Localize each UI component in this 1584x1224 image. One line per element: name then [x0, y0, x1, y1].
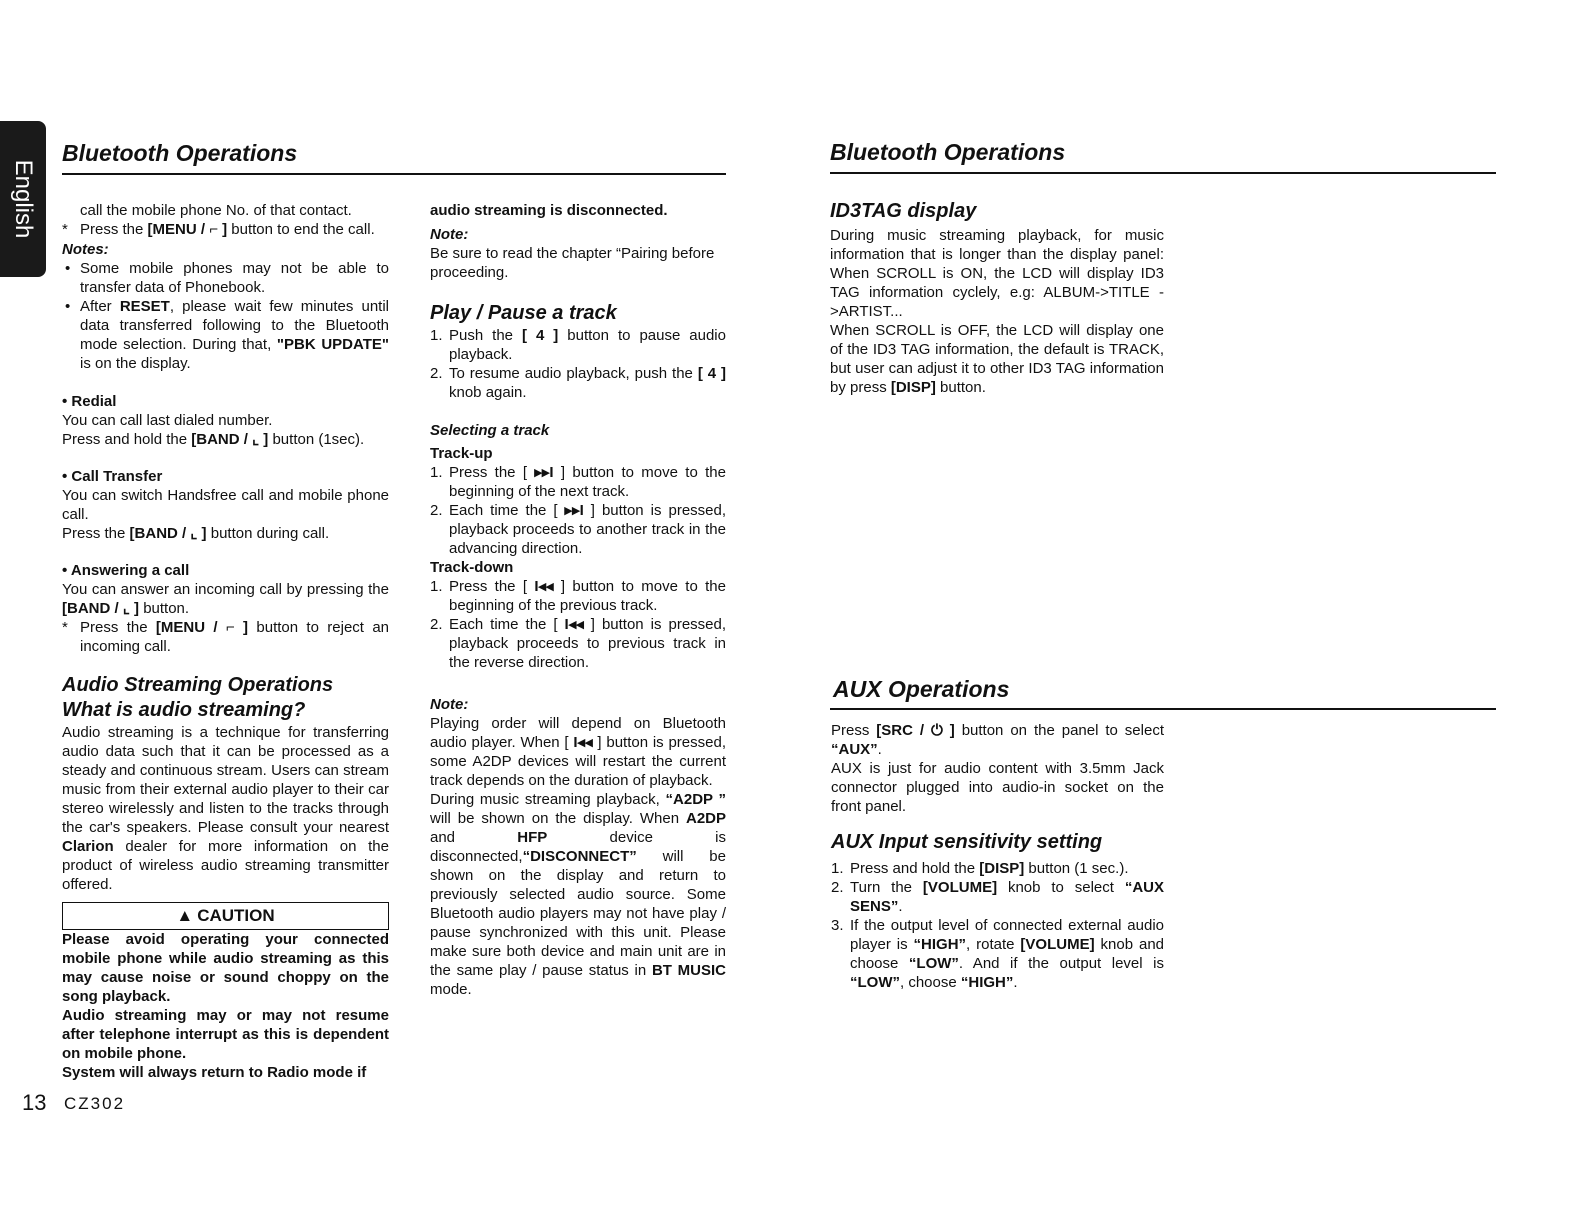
play-pause-list: [430, 326, 726, 402]
right-page-header: Bluetooth Operations: [830, 139, 1066, 165]
redial-title: • Redial: [62, 393, 117, 410]
next-track-icon: ▸▸I: [564, 502, 584, 519]
redial-instruction: Press and hold the [BAND / ⌞ ] button (1sec).: [62, 431, 365, 448]
page-number: 13: [22, 1090, 47, 1115]
note2-text-a: Playing order will depend on Bluetooth audio player. When [ I◂◂ ] button is pressed, some A2DP devices will restart the current track depends on the duration of playback.: [430, 715, 726, 789]
id3-text-1: During music streaming playback, for music information that is longer than the display panel: When SCROLL is ON, the LCD will display ID3 TAG information cyclely, e.g: ALBUM->TITLE ->ARTIST...: [830, 227, 1164, 320]
id3-section: [830, 199, 1164, 397]
language-tab: [0, 121, 46, 277]
note2-text-b: During music streaming playback, “A2DP ” will be shown on the display. When A2DP and HFP device is disconnected,“DISCONNECT” will be shown on the display and return to previously selected audio source. Some Bluetooth audio players may not have play / pause synchronized with this unit. Please make sure both device and main unit are in the same play / pause status in BT MUSIC mode.: [430, 791, 727, 998]
track-down-step: 2. Each time the [ I◂◂ ] button is pressed, playback proceeds to previous track in the reverse direction.: [430, 616, 727, 671]
note-item: • Some mobile phones may not be able to transfer data of Phonebook.: [80, 259, 389, 297]
id3-title: ID3TAG display: [830, 200, 977, 222]
right-header-rule: [830, 172, 1496, 174]
aux-sensitivity-list: [831, 859, 1164, 992]
track-up-step: 1. Press the [ ▸▸I ] button to move to the beginning of the next track.: [430, 464, 726, 500]
model-name: CZ302: [64, 1094, 126, 1113]
audio-streaming-title: Audio Streaming Operations: [62, 674, 334, 696]
call-transfer-text: You can switch Handsfree call and mobile phone call.: [62, 487, 389, 523]
previous-track-icon: I◂◂: [573, 734, 593, 751]
what-is-streaming-title: What is audio streaming?: [62, 699, 306, 721]
call-transfer-title: • Call Transfer: [62, 468, 163, 485]
track-up-list: [430, 463, 726, 558]
continued-bold-line: audio streaming is disconnected.: [430, 202, 668, 219]
aux-sensitivity-title: AUX Input sensitivity setting: [831, 831, 1103, 853]
language-tab-label: English: [10, 159, 37, 239]
answering-title: • Answering a call: [62, 562, 190, 579]
end-call-instruction: * Press the [MENU / ⌐ ] button to end the call.: [62, 221, 375, 238]
left-column-2: [430, 201, 726, 999]
left-header-rule: [62, 173, 726, 175]
aux-header-rule: [830, 708, 1496, 710]
play-pause-step: 2. To resume audio playback, push the [ 4 ] knob again.: [430, 365, 726, 401]
note-text: Be sure to read the chapter “Pairing before proceeding.: [430, 245, 715, 281]
caution-text-3: System will always return to Radio mode if: [62, 1064, 367, 1081]
left-page-header: Bluetooth Operations: [62, 140, 298, 166]
redial-text: You can call last dialed number.: [62, 412, 273, 429]
aux-sensitivity-step: 1. Press and hold the [DISP] button (1 sec.).: [831, 860, 1129, 877]
aux-sensitivity-step: 3. If the output level of connected external audio player is “HIGH”, rotate [VOLUME] knob and choose “LOW”. And if the output level is “LOW”, choose “HIGH”.: [831, 917, 1164, 991]
previous-track-icon: I◂◂: [564, 616, 584, 633]
continued-line: call the mobile phone No. of that contact.: [80, 202, 352, 219]
play-pause-step: 1. Push the [ 4 ] button to pause audio playback.: [430, 327, 726, 363]
what-is-streaming-text: Audio streaming is a technique for transferring audio data such that it can be processed as a steady and continuous stream. Users can stream music from their external audio player to their car stereo wirelessly and listen to the tracks through the car's speakers. Please consult your nearest Clarion dealer for more information on the product of wireless audio streaming transmitter offered.: [62, 724, 389, 893]
play-pause-title: Play / Pause a track: [430, 302, 617, 324]
note-item: • After RESET, please wait few minutes until data transferred following to the Bluetooth mode selection. During that, "PBK UPDATE" is on the display.: [80, 297, 389, 373]
track-up-step: 2. Each time the [ ▸▸I ] button is pressed, playback proceeds to another track in the advancing direction.: [430, 502, 727, 557]
reject-instruction: * Press the [MENU / ⌐ ] button to reject an incoming call.: [62, 619, 390, 655]
track-down-list: [430, 577, 726, 672]
aux-text-1: Press [SRC / ⏻ ] button on the panel to select “AUX”.: [831, 722, 1164, 758]
track-down-step: 1. Press the [ I◂◂ ] button to move to the beginning of the previous track.: [430, 578, 726, 614]
previous-track-icon: I◂◂: [534, 578, 554, 595]
next-track-icon: ▸▸I: [534, 464, 554, 481]
caution-text-1: Please avoid operating your connected mobile phone while audio streaming as this may cause noise or sound choppy on the song playback.: [62, 931, 389, 1005]
id3-text-2: When SCROLL is OFF, the LCD will display one of the ID3 TAG information, the default is TRACK, but user can adjust it to other ID3 TAG information by press [DISP] button.: [830, 322, 1164, 396]
note2-title: Note:: [430, 696, 469, 713]
notes-list: [62, 259, 389, 373]
answering-text: You can answer an incoming call by pressing the [BAND / ⌞ ] button.: [62, 581, 389, 617]
left-column-1: [62, 201, 389, 1082]
aux-section: [831, 721, 1164, 992]
track-down-title: Track-down: [430, 559, 514, 576]
caution-box: ▲ CAUTION: [62, 902, 389, 930]
selecting-track-title: Selecting a track: [430, 422, 550, 439]
aux-text-2: AUX is just for audio content with 3.5mm Jack connector plugged into audio-in socket on the front panel.: [831, 760, 1164, 815]
call-transfer-instruction: Press the [BAND / ⌞ ] button during call.: [62, 525, 330, 542]
aux-sensitivity-step: 2. Turn the [VOLUME] knob to select “AUX SENS”.: [831, 879, 1164, 915]
note-title: Note:: [430, 226, 469, 243]
warning-icon: ▲: [176, 906, 194, 925]
aux-header: AUX Operations: [833, 676, 1010, 702]
notes-title: Notes:: [62, 241, 109, 258]
track-up-title: Track-up: [430, 445, 493, 462]
caution-text-2: Audio streaming may or may not resume after telephone interrupt as this is dependent on mobile phone.: [62, 1007, 389, 1062]
